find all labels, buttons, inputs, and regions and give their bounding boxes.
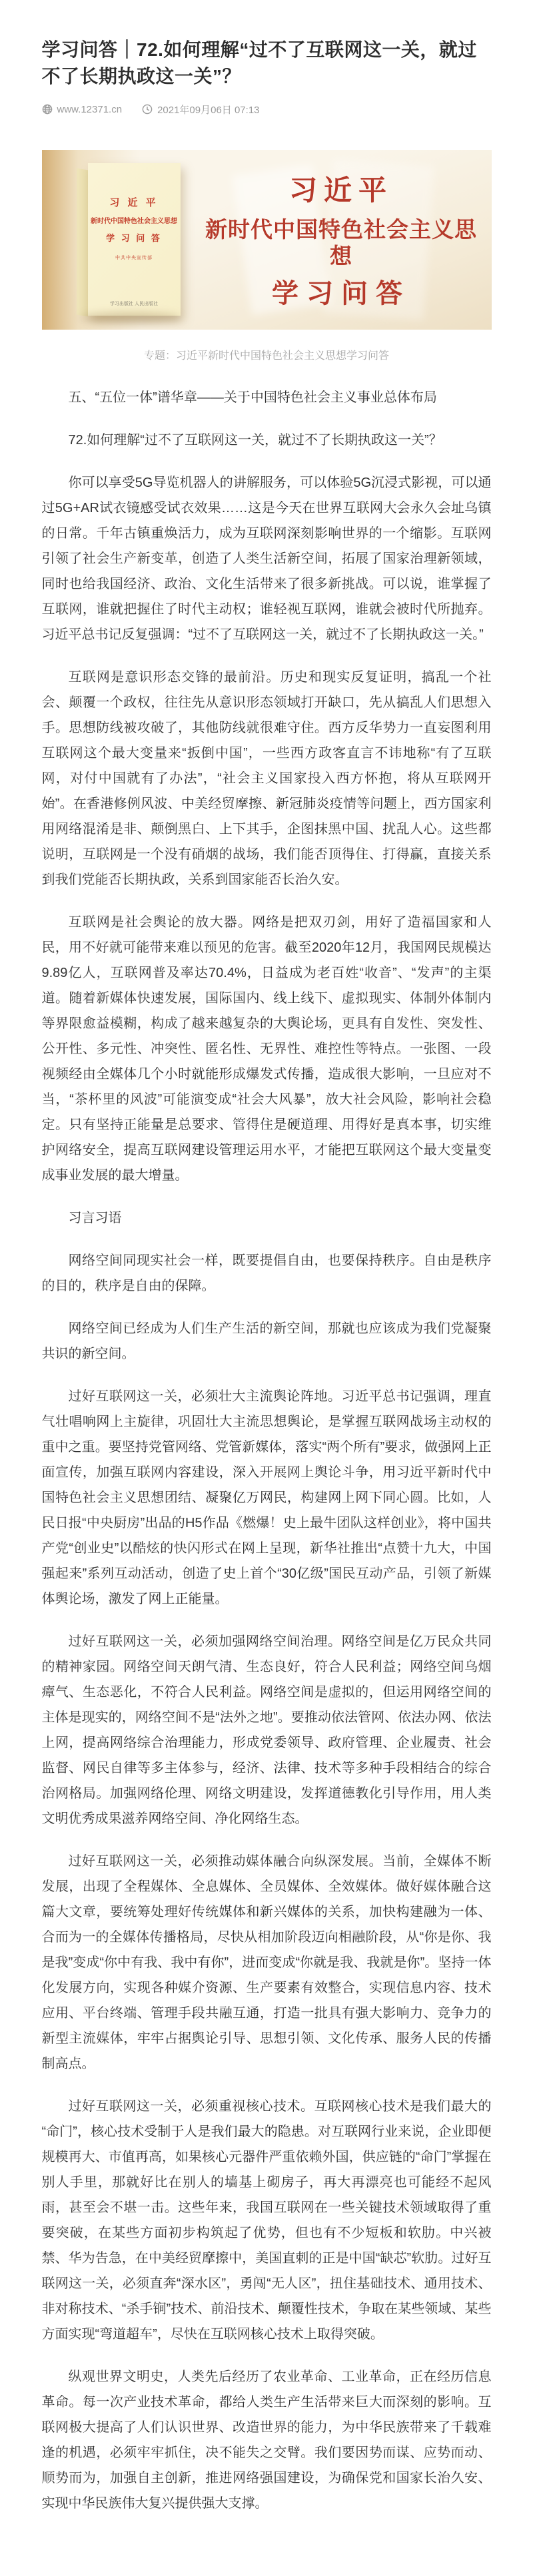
banner-headline [199, 175, 484, 308]
book-cover [77, 163, 181, 318]
page-title: 学习问答｜72.如何理解“过不了互联网这一关，就过不了长期执政这一关”？ [41, 39, 477, 87]
xi-quotes-label: 习言习语 [68, 1210, 122, 1225]
banner-caption: 专题：习近平新时代中国特色社会主义思想学习问答 [143, 350, 389, 362]
article-paragraph: 过好互联网这一关，必须推动媒体融合向纵深发展。当前，全媒体不断发展，出现了全程媒体、全息媒体、全员媒体、全效媒体。做好媒体融合这篇大文章，要统筹处理好传统媒体和新兴媒体的关系，加快构建融为一体、合而为一的全媒体传播格局，尽快从相加阶段迈向相融阶段，从“你是你、我是我”变成“你中有我、我中有你”，进而变成“你就是我、我就是你”。坚持一体化发展方向，实现各种媒介资源、生产要素有效整合，实现信息内容、技术应用、平台终端、管理手段共融互通，打造一批具有强大影响力、竞争力的新型主流媒体，牢牢占据舆论引导、思想引领、文化传承、服务人民的传播制高点。 [41, 1853, 492, 2071]
globe-icon [42, 104, 53, 115]
banner-headline-line3: 学习问答 [272, 278, 410, 308]
article-paragraph: 网络空间同现实社会一样，既要提倡自由，也要保持秩序。自由是秩序的目的，秩序是自由的保障。 [41, 1253, 492, 1293]
source-item [42, 104, 123, 115]
datetime-text: 2021年09月06日 07:13 [157, 104, 260, 116]
article-paragraph: 互联网是社会舆论的放大器。网络是把双刃剑，用好了造福国家和人民，用不好就可能带来难以预见的危害。截至2020年12月，我国网民规模达9.89亿人，互联网普及率达70.4%，日益成为老百姓“收音”、“发声”的主渠道。随着新媒体快速发展，国际国内、线上线下、虚拟现实、体制外体制内等界限愈益模糊，构成了越来越复杂的大舆论场，更具有自发性、突发性、公开性、多元性、冲突性、匿名性、无界性、难控性等特点。一张图、一段视频经由全媒体几个小时就能形成爆发式传播，造成很大影响，一旦应对不当，“茶杯里的风波”可能演变成“社会大风暴”，放大社会风险，影响社会稳定。只有坚持正能量是总要求、管得住是硬道理、用得好是真本事，切实维护网络安全，提高互联网建设管理运用水平，才能把互联网这个最大变量变成事业发展的最大增量。 [41, 914, 492, 1183]
book-publishers: 学习出版社 人民出版社 [110, 301, 158, 306]
source-text: www.12371.cn [57, 103, 123, 115]
book-title-line3: 学 习 问 答 [106, 232, 162, 243]
article-paragraph: 过好互联网这一关，必须壮大主流舆论阵地。习近平总书记强调，理直气壮唱响网上主旋律，巩固壮大主流思想舆论，是掌握互联网战场主动权的重中之重。要坚持党管网络、党管新媒体，落实“两个所有”要求，做强网上正面宣传，加强互联网内容建设，深入开展网上舆论斗争，用习近平新时代中国特色社会主义思想团结、凝聚亿万网民，构建网上网下同心圆。比如，人民日报“中央厨房”出品的H5作品《燃爆！史上最牛团队这样创业》，将中国共产党“创业史”以酷炫的快闪形式在网上呈现，新华社推出“点赞十九大，中国强起来”系列互动活动，创造了史上首个“30亿级”国民互动产品，引领了新媒体舆论场，激发了网上正能量。 [41, 1389, 492, 1606]
article-paragraph: 纵观世界文明史，人类先后经历了农业革命、工业革命，正在经历信息革命。每一次产业技术革命，都给人类生产生活带来巨大而深刻的影响。互联网极大提高了人们认识世界、改造世界的能力，为中华民族带来了千载难逢的机遇，必须牢牢抓住，决不能失之交臂。我们要因势而谋、应势而动、顺势而为，加强自主创新，推进网络强国建设，为确保党和国家长治久安、实现中华民族伟大复兴提供强大支撑。 [41, 2369, 492, 2511]
article-paragraph: 过好互联网这一关，必须重视核心技术。互联网核心技术是我们最大的“命门”，核心技术受制于人是我们最大的隐患。对互联网行业来说，企业即便规模再大、市值再高，如果核心元器件严重依赖外国，供应链的“命门”掌握在别人手里，那就好比在别人的墙基上砌房子，再大再漂亮也可能经不起风雨，甚至会不堪一击。这些年来，我国互联网在一些关键技术领域取得了重要突破，在某些方面初步构筑起了优势，但也有不少短板和软肋。中兴被禁、华为告急，在中美经贸摩擦中，美国直刺的正是中国“缺芯”软肋。过好互联网这一关，必须直奔“深水区”，勇闯“无人区”，扭住基础技术、通用技术、非对称技术、“杀手锏”技术、前沿技术、颠覆性技术，争取在某些领域、某些方面实现“弯道超车”，尽快在互联网核心技术上取得突破。 [41, 2098, 492, 2342]
book-compiler: 中共中央宣传部 [115, 255, 153, 260]
article-paragraph: 互联网是意识形态交锋的最前沿。历史和现实反复证明，搞乱一个社会、颠覆一个政权，往往先从意识形态领域打开缺口，先从搞乱人们思想入手。思想防线被攻破了，其他防线就很难守住。西方反华势力一直妄图利用互联网这个最大变量来“扳倒中国”，一些西方政客直言不讳地称“有了互联网，对付中国就有了办法”，“社会主义国家投入西方怀抱，将从互联网开始”。在香港修例风波、中美经贸摩擦、新冠肺炎疫情等问题上，西方国家利用网络混淆是非、颠倒黑白、上下其手，企图抹黑中国、扰乱人心。这些都说明，互联网是一个没有硝烟的战场，我们能否顶得住、打得赢，直接关系到我们党能否长期执政，关系到国家能否长治久安。 [41, 669, 492, 887]
datetime-item [142, 103, 259, 117]
paragraphs-main [42, 1384, 492, 2516]
clock-icon [142, 104, 153, 115]
article-paragraph: 网络空间已经成为人们生产生活的新空间，那就也应该成为我们党凝聚共识的新空间。 [41, 1321, 492, 1361]
banner-headline-line2: 新时代中国特色社会主义思想 [205, 216, 477, 268]
book-spine [77, 168, 88, 316]
book-title-line2: 新时代中国特色社会主义思想 [91, 217, 177, 225]
article-page [0, 13, 533, 2576]
book-front [88, 163, 181, 316]
question-heading: 72.如何理解“过不了互联网这一关，就过不了长期执政这一关”？ [68, 432, 442, 448]
section-heading: 五、“五位一体”谱华章——关于中国特色社会主义事业总体布局 [68, 390, 437, 405]
banner-image [42, 150, 492, 330]
article-meta [42, 103, 492, 117]
article-paragraph: 你可以享受5G导览机器人的讲解服务，可以体验5G沉浸式影视，可以通过5G+AR试衣镜感受试衣效果……这是今天在世界互联网大会永久会址乌镇的日常。千年古镇重焕活力，成为互联网深刻影响世界的一个缩影。互联网引领了社会生产新变革，创造了人类生活新空间，拓展了国家治理新领域，同时也给我国经济、政治、文化生活带来了很多新挑战。可以说，谁掌握了互联网，谁就把握住了时代主动权；谁轻视互联网，谁就会被时代所抛弃。习近平总书记反复强调：“过不了互联网这一关，就过不了长期执政这一关。” [41, 475, 492, 642]
xi-quotes [42, 1248, 492, 1367]
book-title-line1: 习 近 平 [109, 196, 159, 208]
banner-headline-line1: 习近平 [288, 174, 393, 206]
paragraphs-intro [42, 470, 492, 1188]
article-body [42, 385, 492, 2516]
article-paragraph: 过好互联网这一关，必须加强网络空间治理。网络空间是亿万民众共同的精神家园。网络空间天朗气清、生态良好，符合人民利益；网络空间乌烟瘴气、生态恶化，不符合人民利益。网络空间是虚拟的，但运用网络空间的主体是现实的，网络空间不是“法外之地”。要推动依法管网、依法办网、依法上网，提高网络综合治理能力，形成党委领导、政府管理、企业履责、社会监督、网民自律等多主体参与，经济、法律、技术等多种手段相结合的综合治网格局。加强网络伦理、网络文明建设，发挥道德教化引导作用，用人类文明优秀成果滋养网络空间、净化网络生态。 [41, 1634, 492, 1826]
